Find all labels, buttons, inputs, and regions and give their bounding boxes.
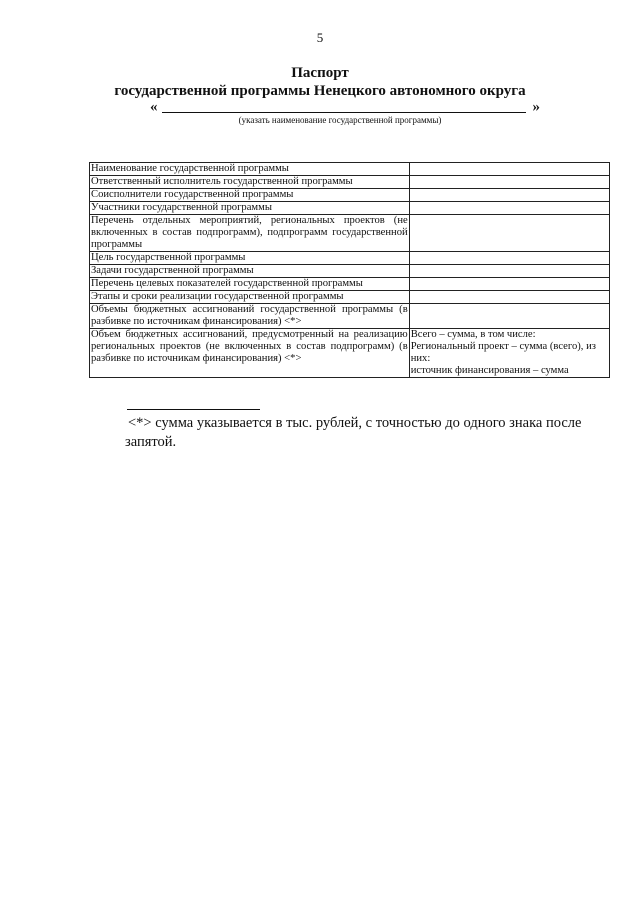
table-row (90, 291, 610, 304)
row-label: Соисполнители государственной программы (90, 189, 410, 202)
footnote-separator (127, 409, 260, 410)
title-line-program: государственной программы Ненецкого автономного округа (114, 83, 526, 99)
row-label: Объем бюджетных ассигнований, предусмотренный на реализацию региональных проектов (не включенных в состав подпрограмм) (в разбивке по источникам финансирования) <*> (90, 329, 410, 378)
footnote-line-1: <*> сумма указывается в тыс. рублей, с точностью до одного знака после (128, 415, 582, 431)
row-label: Перечень отдельных мероприятий, региональных проектов (не включенных в состав подпрограмм), подпрограмм государственной программы (91, 215, 408, 250)
program-name-underline (162, 112, 526, 113)
table-row (90, 189, 610, 202)
row-label: Наименование государственной программы (90, 163, 410, 176)
quote-close: » (532, 99, 540, 115)
table-row (90, 252, 610, 265)
program-name-hint: (указать наименование государственной программы) (238, 115, 442, 125)
row-value (409, 215, 609, 252)
row-value (409, 291, 609, 304)
table-row (90, 176, 610, 189)
row-label: Цель государственной программы (90, 252, 410, 265)
table-row (90, 202, 610, 215)
document-title (0, 64, 640, 100)
title-line-passport: Паспорт (291, 65, 349, 81)
row-label: Перечень целевых показателей государственной программы (90, 278, 410, 291)
page-number: 5 (316, 30, 324, 45)
quote-open: « (150, 99, 158, 115)
table-row (90, 278, 610, 291)
row-value (409, 202, 609, 215)
row-value: Всего – сумма, в том числе: Региональный проект – сумма (всего), из них: источник финансирования – сумма (409, 329, 609, 378)
table-row (90, 163, 610, 176)
row-value (409, 176, 609, 189)
row-value (409, 278, 609, 291)
table-row (90, 215, 610, 252)
row-label: Объемы бюджетных ассигнований государственной программы (в разбивке по источникам финансирования) <*> (91, 304, 408, 327)
table-row (90, 329, 610, 378)
row-value (409, 265, 609, 278)
program-name-field (150, 99, 540, 115)
table-row (90, 265, 610, 278)
table-row (90, 304, 610, 329)
row-value (409, 252, 609, 265)
footnote-line-2: запятой. (125, 434, 177, 450)
row-value (409, 304, 609, 329)
footnote (125, 414, 598, 452)
row-value (409, 189, 609, 202)
row-label: Задачи государственной программы (90, 265, 410, 278)
row-label: Участники государственной программы (90, 202, 410, 215)
passport-table (89, 162, 610, 378)
row-value (409, 163, 609, 176)
row-label: Ответственный исполнитель государственной программы (90, 176, 410, 189)
row-label: Этапы и сроки реализации государственной программы (90, 291, 410, 304)
